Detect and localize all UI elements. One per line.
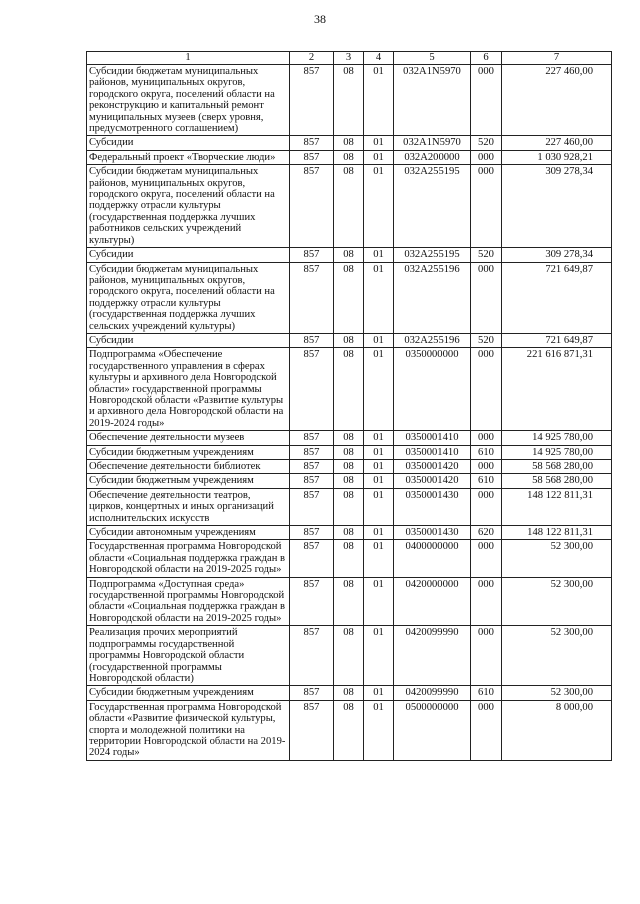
- section-code: 08: [334, 333, 364, 347]
- row-name: Субсидии бюджетам муниципальных районов, муниципальных округов, городского округа, поселений области на реконструкцию и капитальный ремонт муниципальных музеев (сверх уровня, предусмотренного соглашением): [87, 65, 290, 136]
- target-article-code: 032A255195: [394, 165, 471, 248]
- section-code: 08: [334, 136, 364, 150]
- ministry-code: 857: [290, 577, 334, 626]
- expense-type-code: 520: [471, 136, 502, 150]
- expense-type-code: 000: [471, 540, 502, 577]
- target-article-code: 032A1N5970: [394, 65, 471, 136]
- row-name: Реализация прочих мероприятий подпрограммы государственной программы Новгородской области (государственной программы Новгородской области): [87, 626, 290, 686]
- subsection-code: 01: [364, 165, 394, 248]
- table-row: [87, 445, 612, 459]
- table-row: [87, 65, 612, 136]
- section-code: 08: [334, 700, 364, 760]
- ministry-code: 857: [290, 262, 334, 333]
- subsection-code: 01: [364, 262, 394, 333]
- amount: 52 300,00: [502, 577, 612, 626]
- row-name: Обеспечение деятельности музеев: [87, 431, 290, 445]
- expense-type-code: 620: [471, 526, 502, 540]
- expense-type-code: 000: [471, 65, 502, 136]
- subsection-code: 01: [364, 65, 394, 136]
- expense-type-code: 000: [471, 626, 502, 686]
- row-name: Субсидии: [87, 136, 290, 150]
- expense-type-code: 000: [471, 150, 502, 164]
- table-row: [87, 165, 612, 248]
- ministry-code: 857: [290, 248, 334, 262]
- row-name: Государственная программа Новгородской области «Развитие физической культуры, спорта и молодежной политики на территории Новгородской области на 2019-2024 годы»: [87, 700, 290, 760]
- budget-table: [86, 51, 612, 761]
- target-article-code: 0420000000: [394, 577, 471, 626]
- subsection-code: 01: [364, 700, 394, 760]
- expense-type-code: 000: [471, 431, 502, 445]
- subsection-code: 01: [364, 626, 394, 686]
- ministry-code: 857: [290, 526, 334, 540]
- target-article-code: 0350001430: [394, 488, 471, 525]
- row-name: Обеспечение деятельности театров, цирков, концертных и иных организаций исполнительских искусств: [87, 488, 290, 525]
- table-row: [87, 262, 612, 333]
- amount: 221 616 871,31: [502, 348, 612, 431]
- subsection-code: 01: [364, 540, 394, 577]
- section-code: 08: [334, 488, 364, 525]
- row-name: Подпрограмма «Доступная среда» государственной программы Новгородской области «Социальная поддержка граждан в Новгородской области на 2019-2025 годы»: [87, 577, 290, 626]
- row-name: Подпрограмма «Обеспечение государственного управления в сферах культуры и архивного дела Новгородской области» государственной программы Новгородской области «Развитие культуры и архивного дела Новгородской области на 2019-2024 годы»: [87, 348, 290, 431]
- table-row: [87, 431, 612, 445]
- table-row: [87, 460, 612, 474]
- ministry-code: 857: [290, 431, 334, 445]
- target-article-code: 0400000000: [394, 540, 471, 577]
- expense-type-code: 000: [471, 165, 502, 248]
- ministry-code: 857: [290, 445, 334, 459]
- subsection-code: 01: [364, 445, 394, 459]
- subsection-code: 01: [364, 488, 394, 525]
- table-row: [87, 577, 612, 626]
- expense-type-code: 520: [471, 333, 502, 347]
- target-article-code: 0350001420: [394, 460, 471, 474]
- ministry-code: 857: [290, 333, 334, 347]
- subsection-code: 01: [364, 431, 394, 445]
- column-header: 7: [502, 52, 612, 65]
- section-code: 08: [334, 262, 364, 333]
- expense-type-code: 000: [471, 577, 502, 626]
- amount: 8 000,00: [502, 700, 612, 760]
- amount: 58 568 280,00: [502, 474, 612, 488]
- amount: 1 030 928,21: [502, 150, 612, 164]
- expense-type-code: 000: [471, 348, 502, 431]
- section-code: 08: [334, 626, 364, 686]
- expense-type-code: 610: [471, 445, 502, 459]
- expense-type-code: 000: [471, 700, 502, 760]
- ministry-code: 857: [290, 136, 334, 150]
- section-code: 08: [334, 248, 364, 262]
- ministry-code: 857: [290, 700, 334, 760]
- section-code: 08: [334, 577, 364, 626]
- row-name: Субсидии бюджетам муниципальных районов, муниципальных округов, городского округа, поселений области на поддержку отрасли культуры (государственная поддержка лучших сельских учреждений культуры): [87, 262, 290, 333]
- amount: 52 300,00: [502, 540, 612, 577]
- section-code: 08: [334, 460, 364, 474]
- section-code: 08: [334, 348, 364, 431]
- target-article-code: 0350001430: [394, 526, 471, 540]
- ministry-code: 857: [290, 165, 334, 248]
- target-article-code: 0350001410: [394, 431, 471, 445]
- section-code: 08: [334, 445, 364, 459]
- subsection-code: 01: [364, 248, 394, 262]
- row-name: Субсидии автономным учреждениям: [87, 526, 290, 540]
- row-name: Государственная программа Новгородской области «Социальная поддержка граждан в Новгородской области на 2019-2025 годы»: [87, 540, 290, 577]
- target-article-code: 0350001420: [394, 474, 471, 488]
- amount: 58 568 280,00: [502, 460, 612, 474]
- table-row: [87, 474, 612, 488]
- column-header: 3: [334, 52, 364, 65]
- row-name: Субсидии бюджетам муниципальных районов, муниципальных округов, городского округа, поселений области на поддержку отрасли культуры (государственная поддержка лучших работников сельских учреждений культуры): [87, 165, 290, 248]
- target-article-code: 0350001410: [394, 445, 471, 459]
- column-header: 1: [87, 52, 290, 65]
- expense-type-code: 520: [471, 248, 502, 262]
- row-name: Федеральный проект «Творческие люди»: [87, 150, 290, 164]
- table-row: [87, 686, 612, 700]
- table-row: [87, 248, 612, 262]
- expense-type-code: 610: [471, 686, 502, 700]
- table-row: [87, 348, 612, 431]
- row-name: Обеспечение деятельности библиотек: [87, 460, 290, 474]
- section-code: 08: [334, 540, 364, 577]
- amount: 309 278,34: [502, 248, 612, 262]
- table-row: [87, 526, 612, 540]
- target-article-code: 032A255196: [394, 333, 471, 347]
- subsection-code: 01: [364, 460, 394, 474]
- subsection-code: 01: [364, 150, 394, 164]
- expense-type-code: 000: [471, 262, 502, 333]
- section-code: 08: [334, 165, 364, 248]
- section-code: 08: [334, 686, 364, 700]
- target-article-code: 032A255195: [394, 248, 471, 262]
- row-name: Субсидии бюджетным учреждениям: [87, 686, 290, 700]
- ministry-code: 857: [290, 150, 334, 164]
- amount: 227 460,00: [502, 65, 612, 136]
- row-name: Субсидии бюджетным учреждениям: [87, 445, 290, 459]
- ministry-code: 857: [290, 460, 334, 474]
- row-name: Субсидии: [87, 248, 290, 262]
- amount: 14 925 780,00: [502, 445, 612, 459]
- column-header: 5: [394, 52, 471, 65]
- column-header: 2: [290, 52, 334, 65]
- header-row: [87, 52, 612, 65]
- amount: 148 122 811,31: [502, 488, 612, 525]
- section-code: 08: [334, 65, 364, 136]
- subsection-code: 01: [364, 348, 394, 431]
- column-header: 6: [471, 52, 502, 65]
- subsection-code: 01: [364, 526, 394, 540]
- ministry-code: 857: [290, 540, 334, 577]
- table-row: [87, 626, 612, 686]
- table-row: [87, 150, 612, 164]
- ministry-code: 857: [290, 626, 334, 686]
- amount: 721 649,87: [502, 333, 612, 347]
- expense-type-code: 000: [471, 488, 502, 525]
- amount: 721 649,87: [502, 262, 612, 333]
- table-row: [87, 136, 612, 150]
- target-article-code: 032A200000: [394, 150, 471, 164]
- table-row: [87, 333, 612, 347]
- expense-type-code: 610: [471, 474, 502, 488]
- ministry-code: 857: [290, 65, 334, 136]
- row-name: Субсидии бюджетным учреждениям: [87, 474, 290, 488]
- column-header: 4: [364, 52, 394, 65]
- target-article-code: 032A1N5970: [394, 136, 471, 150]
- table-row: [87, 700, 612, 760]
- table-row: [87, 540, 612, 577]
- row-name: Субсидии: [87, 333, 290, 347]
- amount: 52 300,00: [502, 626, 612, 686]
- target-article-code: 032A255196: [394, 262, 471, 333]
- subsection-code: 01: [364, 686, 394, 700]
- amount: 148 122 811,31: [502, 526, 612, 540]
- ministry-code: 857: [290, 348, 334, 431]
- section-code: 08: [334, 431, 364, 445]
- target-article-code: 0420099990: [394, 686, 471, 700]
- ministry-code: 857: [290, 686, 334, 700]
- target-article-code: 0500000000: [394, 700, 471, 760]
- subsection-code: 01: [364, 333, 394, 347]
- expense-type-code: 000: [471, 460, 502, 474]
- amount: 14 925 780,00: [502, 431, 612, 445]
- subsection-code: 01: [364, 136, 394, 150]
- amount: 227 460,00: [502, 136, 612, 150]
- amount: 52 300,00: [502, 686, 612, 700]
- subsection-code: 01: [364, 474, 394, 488]
- table-row: [87, 488, 612, 525]
- ministry-code: 857: [290, 474, 334, 488]
- section-code: 08: [334, 150, 364, 164]
- target-article-code: 0350000000: [394, 348, 471, 431]
- subsection-code: 01: [364, 577, 394, 626]
- ministry-code: 857: [290, 488, 334, 525]
- section-code: 08: [334, 474, 364, 488]
- target-article-code: 0420099990: [394, 626, 471, 686]
- section-code: 08: [334, 526, 364, 540]
- amount: 309 278,34: [502, 165, 612, 248]
- page-number: 38: [314, 12, 326, 26]
